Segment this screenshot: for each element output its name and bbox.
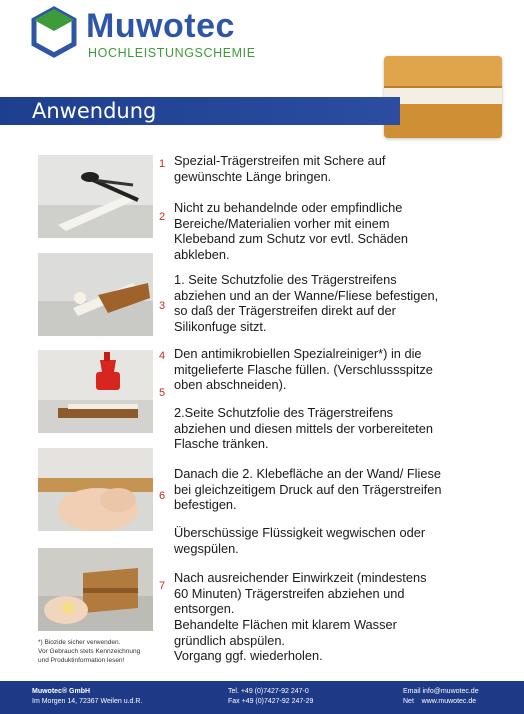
step-number-2: 2 xyxy=(159,211,166,223)
footer-web[interactable]: Net www.muwotec.de xyxy=(403,698,477,705)
biocide-footnote xyxy=(38,638,168,665)
step-number-3: 3 xyxy=(159,300,166,312)
footer-company: Muwotec® GmbH xyxy=(32,688,91,695)
footer-address: Im Morgen 14, 72367 Weilen u.d.R. xyxy=(32,698,143,705)
step-number-4: 4 xyxy=(159,350,166,362)
section-title: Anwendung xyxy=(32,99,157,123)
footer-fax: Fax +49 (0)7427-92 247-29 xyxy=(228,698,314,705)
footnote-line-2: Vor Gebrauch stets Kennzeichnung xyxy=(38,648,141,655)
step-photo-4 xyxy=(38,448,153,531)
brand-name: Muwotec xyxy=(86,7,235,45)
step-text-7b: Behandelte Flächen mit klarem Wasser gründlich abspülen. xyxy=(174,617,397,648)
step-text-1: Spezial-Trägerstreifen mit Schere auf gewünschte Länge bringen. xyxy=(174,153,386,184)
step-photo-2 xyxy=(38,253,153,336)
step-text-2: Nicht zu behandelnde oder empfindliche Bereiche/Materialien vorher mit einem Klebeband zum Schutz vor evtl. Schäden abkleben. xyxy=(174,200,409,262)
step-photo-3 xyxy=(38,350,153,433)
brand-tagline: HOCHLEISTUNGSCHEMIE xyxy=(88,46,256,60)
product-strip-photo xyxy=(384,56,502,138)
step-text-7c: Vorgang ggf. wiederholen. xyxy=(174,648,323,663)
footer-email[interactable]: Email info@muwotec.de xyxy=(403,688,479,695)
footnote-line-3: und Produktinformation lesen! xyxy=(38,657,125,664)
step-text-5: 2.Seite Schutzfolie des Trägerstreifens abziehen und diesen mittels der vorbereiteten Flasche tränken. xyxy=(174,405,433,452)
footer-tel: Tel. +49 (0)7427-92 247-0 xyxy=(228,688,309,695)
footnote-line-1: *) Biozide sicher verwenden. xyxy=(38,639,121,646)
company-logo xyxy=(30,6,280,62)
step-photo-1 xyxy=(38,155,153,238)
step-text-4: Den antimikrobiellen Spezialreiniger*) in die mitgelieferte Flasche füllen. (Verschlussspitze oben abschneiden). xyxy=(174,346,433,393)
step-text-6b: Überschüssige Flüssigkeit wegwischen oder wegspülen. xyxy=(174,525,426,556)
step-text-3: 1. Seite Schutzfolie des Trägerstreifens abziehen und an der Wanne/Fliese befestigen, so daß der Trägerstreifen direkt auf der Silikonfuge sitzt. xyxy=(174,272,439,334)
step-number-1: 1 xyxy=(159,158,166,170)
section-title-bar xyxy=(0,97,400,125)
hexagon-logo-icon xyxy=(30,6,78,58)
step-number-5: 5 xyxy=(159,387,166,399)
footer-company-block xyxy=(32,687,142,707)
page-footer xyxy=(0,681,524,714)
footer-phone-block xyxy=(228,687,313,707)
step-text-7: Nach ausreichender Einwirkzeit (mindestens 60 Minuten) Trägerstreifen abziehen und entsorgen. xyxy=(174,570,427,617)
step-number-7: 7 xyxy=(159,580,166,592)
step-photo-5 xyxy=(38,548,153,631)
step-text-6: Danach die 2. Klebefläche an der Wand/ Fliese bei gleichzeitigem Druck auf den Trägerstreifen befestigen. xyxy=(174,466,442,513)
step-number-6: 6 xyxy=(159,490,166,502)
footer-contact-block xyxy=(403,687,479,707)
